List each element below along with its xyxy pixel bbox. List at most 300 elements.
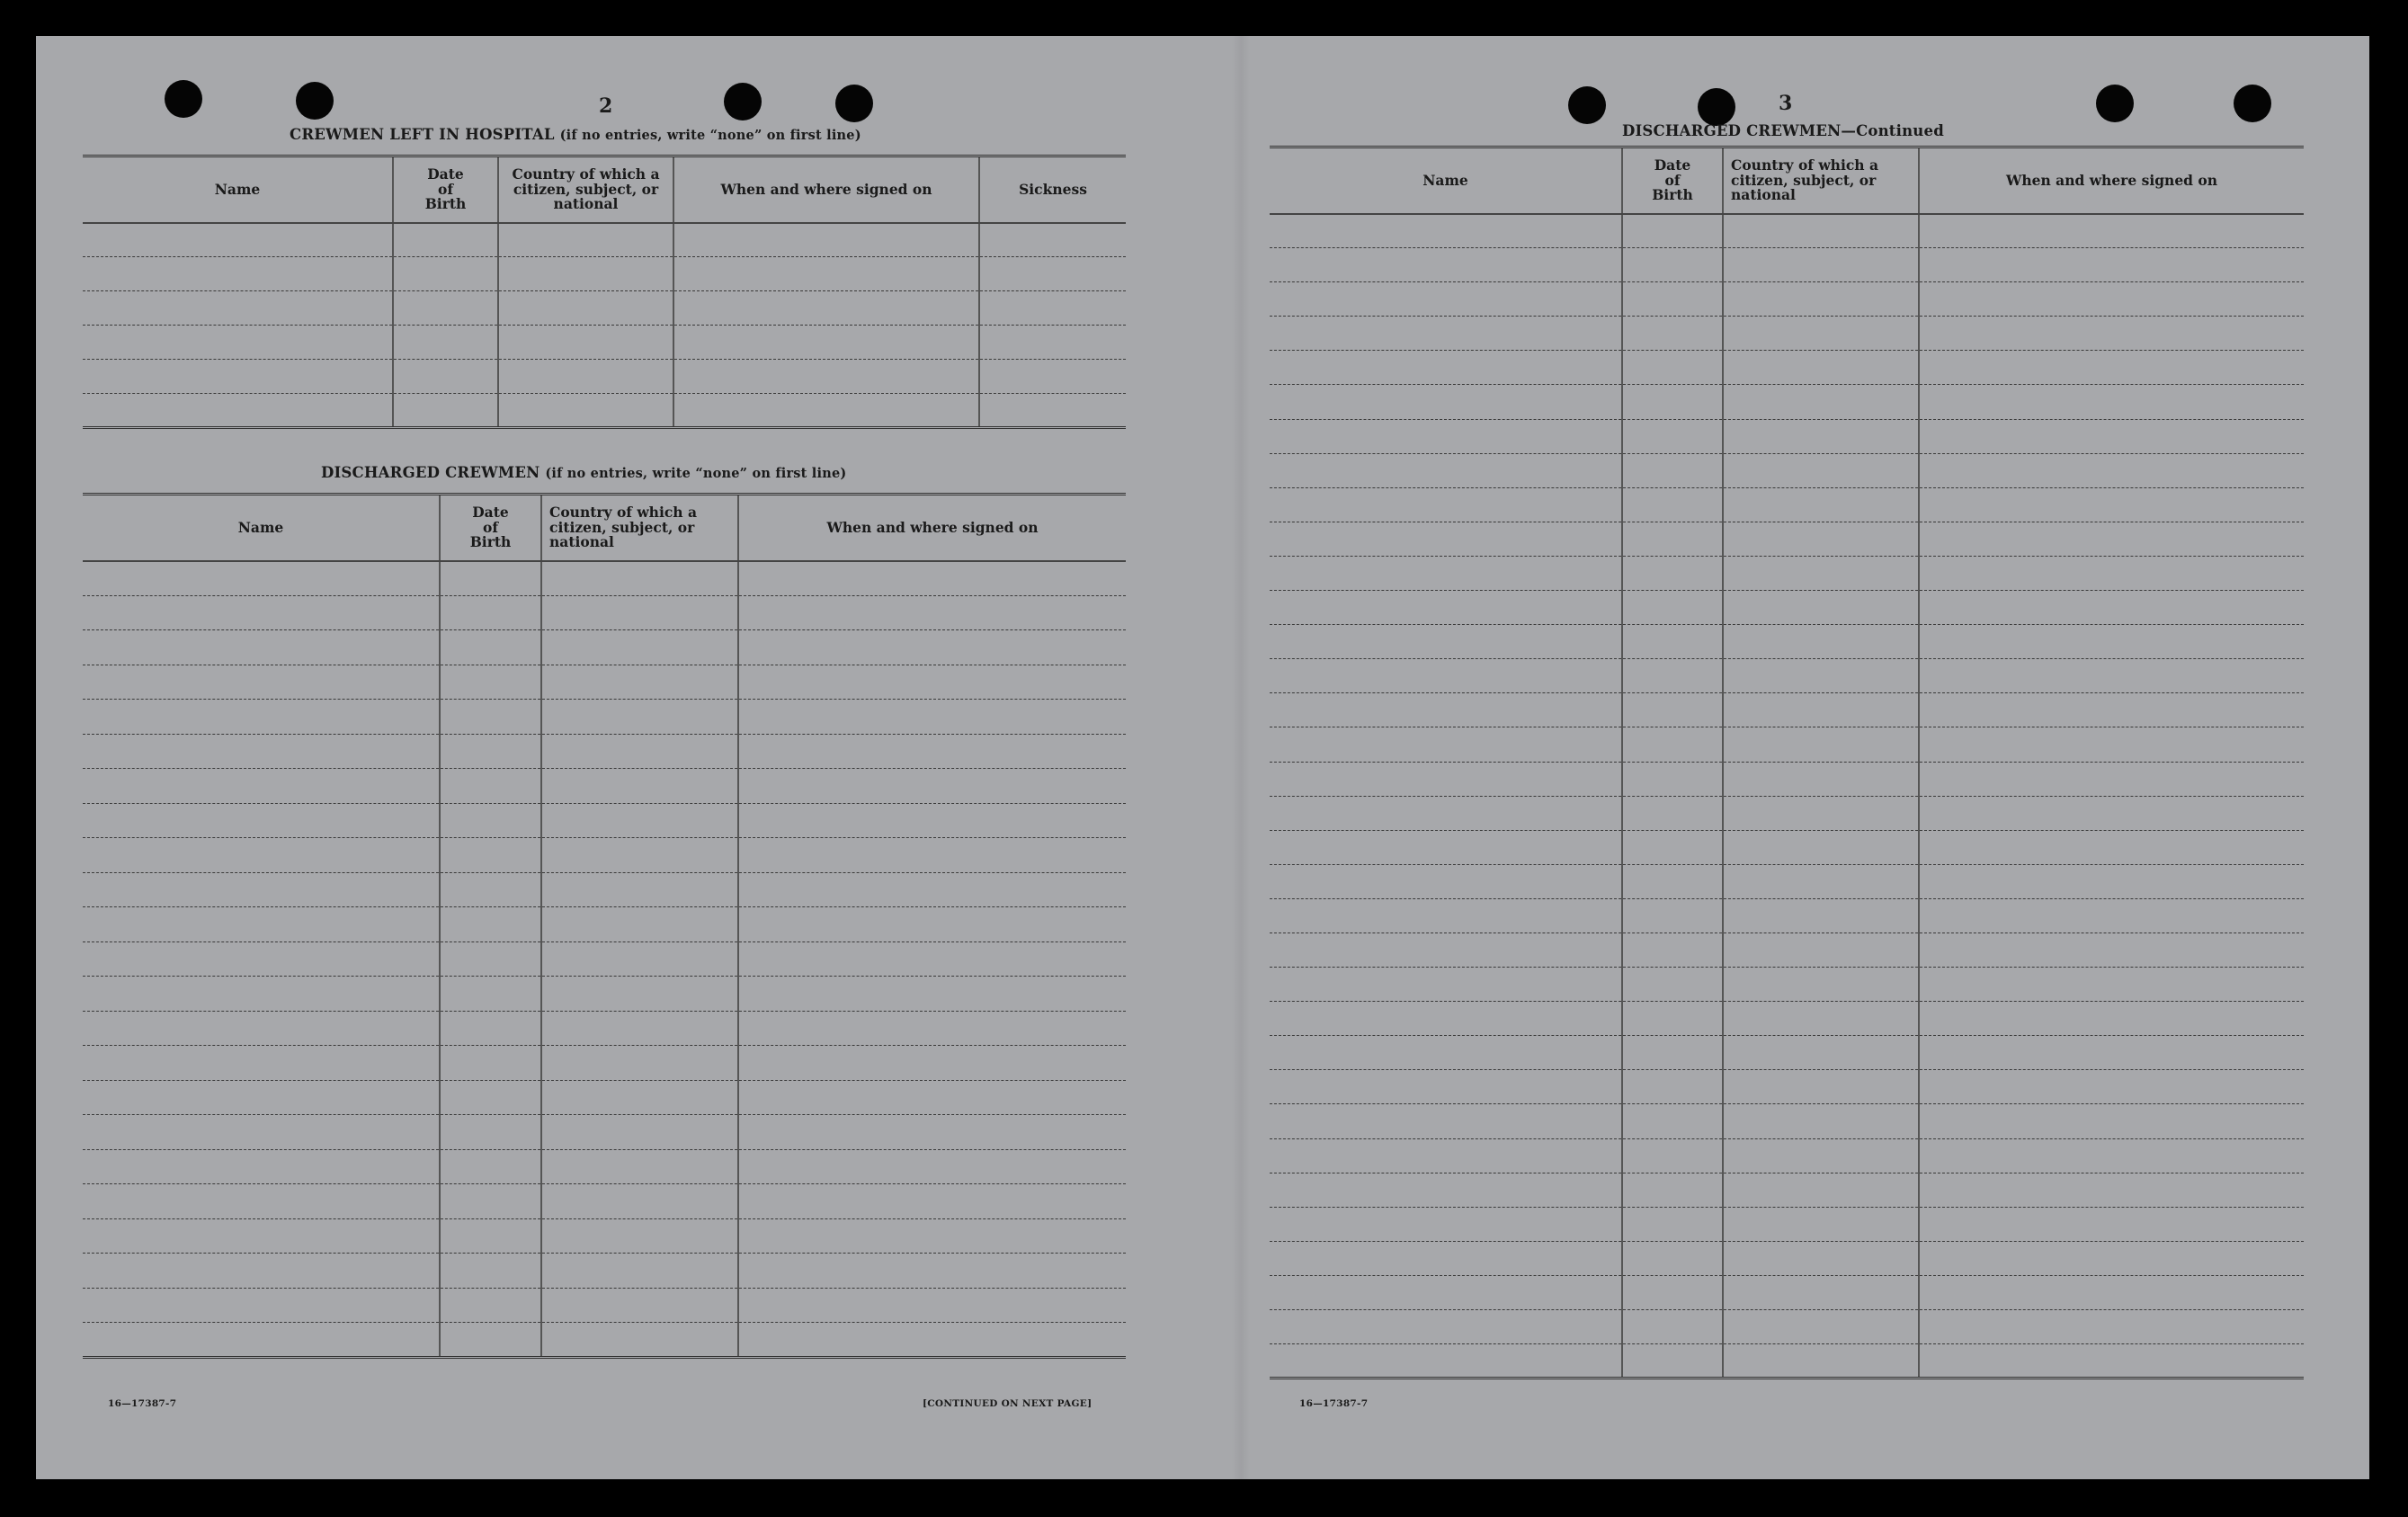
col-sickness: Sickness: [979, 156, 1126, 223]
col-signed-on: When and where signed on: [1919, 147, 2304, 214]
blank-cell: [1723, 898, 1919, 933]
blank-cell: [541, 734, 738, 769]
blank-cell: [1622, 1002, 1723, 1036]
blank-cell: [1723, 1104, 1919, 1138]
col-country: [498, 156, 673, 223]
blank-cell: [1919, 1207, 2304, 1241]
col-dob-line: of: [482, 518, 498, 536]
blank-cell: [1622, 1310, 1723, 1344]
col-country-line: national: [1731, 185, 1796, 203]
table-row: [83, 734, 1126, 769]
blank-cell: [1723, 796, 1919, 830]
blank-cell: [1919, 248, 2304, 282]
blank-cell: [440, 665, 541, 700]
col-dob-line: Date: [1654, 156, 1691, 174]
blank-cell: [1270, 1070, 1622, 1104]
blank-cell: [83, 1115, 440, 1150]
blank-cell: [1919, 830, 2304, 864]
blank-cell: [1723, 659, 1919, 693]
blank-cell: [1270, 830, 1622, 864]
col-dob-line: of: [1664, 171, 1681, 189]
blank-cell: [979, 326, 1126, 360]
blank-cell: [1622, 933, 1723, 967]
blank-cell: [1919, 1241, 2304, 1275]
blank-cell: [83, 734, 440, 769]
blank-cell: [1622, 625, 1723, 659]
table-row: [83, 257, 1126, 291]
blank-cell: [83, 838, 440, 873]
blank-cell: [1270, 1344, 1622, 1379]
table-row: [1270, 351, 2304, 385]
blank-cell: [83, 665, 440, 700]
blank-cell: [738, 665, 1126, 700]
col-country-line: Country of which a: [512, 165, 660, 183]
blank-cell: [83, 360, 393, 394]
blank-cell: [979, 394, 1126, 428]
table-row: [1270, 282, 2304, 317]
hospital-title-note: (if no entries, write “none” on first line): [559, 128, 861, 143]
blank-cell: [440, 1218, 541, 1254]
blank-cell: [1622, 796, 1723, 830]
blank-cell: [541, 665, 738, 700]
table-row: [1270, 1344, 2304, 1379]
blank-cell: [738, 907, 1126, 942]
blank-cell: [541, 700, 738, 735]
blank-cell: [1919, 282, 2304, 317]
table-row: [1270, 522, 2304, 556]
blank-cell: [738, 769, 1126, 804]
blank-cell: [1723, 591, 1919, 625]
blank-cell: [738, 1149, 1126, 1184]
col-dob-line: of: [437, 180, 453, 198]
page-number-right: 3: [1779, 92, 1793, 115]
blank-cell: [1723, 248, 1919, 282]
blank-cell: [440, 700, 541, 735]
table-row: [1270, 214, 2304, 248]
blank-cell: [979, 257, 1126, 291]
col-signed-on: When and where signed on: [673, 156, 979, 223]
blank-cell: [83, 291, 393, 326]
blank-cell: [1723, 282, 1919, 317]
blank-cell: [1622, 864, 1723, 898]
blank-cell: [440, 1288, 541, 1323]
blank-cell: [738, 1323, 1126, 1358]
blank-cell: [1723, 1207, 1919, 1241]
blank-cell: [83, 1080, 440, 1115]
blank-cell: [440, 630, 541, 665]
blank-cell: [1622, 1344, 1723, 1379]
blank-cell: [1270, 693, 1622, 727]
blank-cell: [1622, 591, 1723, 625]
blank-cell: [1723, 453, 1919, 487]
blank-cell: [1919, 385, 2304, 419]
table-row: [83, 1046, 1126, 1081]
table-row: [1270, 1207, 2304, 1241]
blank-cell: [83, 769, 440, 804]
blank-cell: [83, 394, 393, 428]
blank-cell: [738, 838, 1126, 873]
col-country: [541, 495, 738, 561]
blank-cell: [1919, 727, 2304, 762]
blank-cell: [1270, 968, 1622, 1002]
blank-cell: [1723, 351, 1919, 385]
blank-cell: [83, 1323, 440, 1358]
blank-cell: [1723, 1173, 1919, 1207]
col-date-of-birth: [440, 495, 541, 561]
blank-cell: [440, 769, 541, 804]
blank-cell: [1919, 453, 2304, 487]
table-row: [1270, 1310, 2304, 1344]
punch-hole: [2234, 85, 2271, 122]
blank-cell: [1723, 1344, 1919, 1379]
blank-cell: [1723, 1275, 1919, 1309]
col-country-line: citizen, subject, or: [513, 180, 659, 198]
discharged-title-text: DISCHARGED CREWMEN: [321, 464, 540, 481]
blank-cell: [541, 1080, 738, 1115]
document-sheet: [36, 36, 2369, 1479]
blank-cell: [1919, 1275, 2304, 1309]
blank-cell: [1270, 556, 1622, 590]
blank-cell: [440, 734, 541, 769]
blank-cell: [83, 326, 393, 360]
blank-cell: [1723, 487, 1919, 522]
table-row: [83, 941, 1126, 977]
continued-note: [CONTINUED ON NEXT PAGE]: [923, 1398, 1093, 1409]
form-number-left: 16—17387-7: [108, 1398, 177, 1409]
table-row: [1270, 898, 2304, 933]
blank-cell: [541, 561, 738, 596]
table-row: [1270, 1104, 2304, 1138]
blank-cell: [1919, 659, 2304, 693]
blank-cell: [1622, 419, 1723, 453]
table-row: [83, 1115, 1126, 1150]
blank-cell: [1270, 1241, 1622, 1275]
discharged-continued-title: DISCHARGED CREWMEN—Continued: [1622, 122, 1944, 139]
blank-cell: [541, 1011, 738, 1046]
discharged-table-left: [83, 493, 1126, 1359]
table-row: [83, 1149, 1126, 1184]
blank-cell: [440, 561, 541, 596]
table-row: [83, 769, 1126, 804]
blank-cell: [440, 941, 541, 977]
blank-cell: [541, 803, 738, 838]
blank-cell: [738, 1218, 1126, 1254]
blank-cell: [440, 907, 541, 942]
table-row: [1270, 762, 2304, 796]
col-country-line: Country of which a: [1731, 156, 1878, 174]
blank-cell: [1270, 1104, 1622, 1138]
discharged-table-right: [1270, 146, 2304, 1379]
col-signed-on: When and where signed on: [738, 495, 1126, 561]
blank-cell: [1270, 1275, 1622, 1309]
blank-cell: [1723, 385, 1919, 419]
table-row: [1270, 1070, 2304, 1104]
blank-cell: [83, 1011, 440, 1046]
table-row: [1270, 1275, 2304, 1309]
blank-cell: [1622, 385, 1723, 419]
col-name: Name: [83, 156, 393, 223]
blank-cell: [1723, 317, 1919, 351]
blank-cell: [440, 1011, 541, 1046]
col-dob-line: Birth: [469, 532, 512, 550]
blank-cell: [440, 595, 541, 630]
table-row: [1270, 591, 2304, 625]
blank-cell: [440, 1046, 541, 1081]
blank-cell: [1622, 556, 1723, 590]
blank-cell: [440, 803, 541, 838]
table-row: [83, 360, 1126, 394]
blank-cell: [83, 1288, 440, 1323]
blank-cell: [83, 561, 440, 596]
blank-cell: [1919, 522, 2304, 556]
table-row: [83, 223, 1126, 257]
blank-cell: [1919, 591, 2304, 625]
blank-cell: [1723, 762, 1919, 796]
col-country-line: national: [549, 532, 614, 550]
blank-cell: [738, 1046, 1126, 1081]
blank-cell: [541, 1149, 738, 1184]
blank-cell: [1270, 487, 1622, 522]
blank-cell: [1622, 1241, 1723, 1275]
punch-hole: [296, 82, 334, 120]
blank-cell: [393, 394, 498, 428]
blank-cell: [1270, 317, 1622, 351]
blank-cell: [498, 223, 673, 257]
blank-cell: [979, 360, 1126, 394]
blank-cell: [1723, 419, 1919, 453]
table-row: [1270, 864, 2304, 898]
blank-cell: [83, 907, 440, 942]
blank-cell: [83, 977, 440, 1012]
punch-hole: [1568, 86, 1606, 124]
blank-cell: [1919, 317, 2304, 351]
blank-cell: [1270, 419, 1622, 453]
blank-cell: [1723, 864, 1919, 898]
blank-cell: [1622, 830, 1723, 864]
table-row: [83, 977, 1126, 1012]
col-date-of-birth: [393, 156, 498, 223]
blank-cell: [1622, 351, 1723, 385]
col-dob-line: Birth: [1652, 185, 1693, 203]
blank-cell: [1919, 864, 2304, 898]
blank-cell: [1622, 1173, 1723, 1207]
table-row: [1270, 385, 2304, 419]
punch-hole: [724, 83, 762, 120]
table-row: [83, 1184, 1126, 1219]
hospital-section-title: [290, 126, 861, 143]
form-number-right: 16—17387-7: [1299, 1398, 1369, 1409]
table-row: [1270, 968, 2304, 1002]
table-row: [1270, 556, 2304, 590]
table-row: [83, 872, 1126, 907]
blank-cell: [1622, 453, 1723, 487]
blank-cell: [83, 1254, 440, 1289]
blank-cell: [393, 326, 498, 360]
blank-cell: [541, 630, 738, 665]
blank-cell: [1919, 693, 2304, 727]
hospital-title-text: CREWMEN LEFT IN HOSPITAL: [290, 126, 555, 143]
blank-cell: [1622, 968, 1723, 1002]
blank-cell: [738, 1184, 1126, 1219]
blank-cell: [738, 1254, 1126, 1289]
discharged-rows-left: [83, 561, 1126, 1358]
blank-cell: [1622, 1207, 1723, 1241]
blank-cell: [1723, 968, 1919, 1002]
blank-cell: [1919, 1344, 2304, 1379]
blank-cell: [440, 1115, 541, 1150]
blank-cell: [1270, 796, 1622, 830]
blank-cell: [1622, 659, 1723, 693]
blank-cell: [83, 872, 440, 907]
blank-cell: [83, 941, 440, 977]
table-row: [83, 630, 1126, 665]
table-row: [1270, 1002, 2304, 1036]
col-country-line: citizen, subject, or: [1731, 171, 1877, 189]
table-row: [1270, 727, 2304, 762]
blank-cell: [738, 803, 1126, 838]
blank-cell: [440, 1254, 541, 1289]
table-row: [1270, 1138, 2304, 1173]
blank-cell: [1270, 1138, 1622, 1173]
table-row: [83, 700, 1126, 735]
blank-cell: [498, 257, 673, 291]
table-row: [83, 907, 1126, 942]
blank-cell: [1723, 727, 1919, 762]
blank-cell: [979, 223, 1126, 257]
blank-cell: [738, 872, 1126, 907]
blank-cell: [1622, 522, 1723, 556]
blank-cell: [738, 595, 1126, 630]
blank-cell: [541, 1323, 738, 1358]
blank-cell: [541, 1254, 738, 1289]
blank-cell: [393, 291, 498, 326]
blank-cell: [673, 223, 979, 257]
blank-cell: [1919, 1173, 2304, 1207]
blank-cell: [1919, 351, 2304, 385]
blank-cell: [541, 1184, 738, 1219]
table-row: [83, 1288, 1126, 1323]
blank-cell: [541, 595, 738, 630]
hospital-table: [83, 155, 1126, 429]
blank-cell: [1919, 1104, 2304, 1138]
blank-cell: [1919, 1138, 2304, 1173]
punch-hole: [165, 80, 202, 118]
blank-cell: [541, 1115, 738, 1150]
blank-cell: [393, 360, 498, 394]
blank-cell: [1919, 1002, 2304, 1036]
blank-cell: [1919, 1310, 2304, 1344]
discharged-title-note: (if no entries, write “none” on first line): [545, 466, 847, 481]
blank-cell: [83, 223, 393, 257]
blank-cell: [541, 872, 738, 907]
blank-cell: [1919, 898, 2304, 933]
blank-cell: [1723, 1310, 1919, 1344]
blank-cell: [1270, 248, 1622, 282]
discharged-section-title: [321, 464, 846, 481]
blank-cell: [1270, 282, 1622, 317]
blank-cell: [498, 360, 673, 394]
col-dob-line: Date: [472, 504, 509, 522]
table-row: [83, 665, 1126, 700]
table-row: [83, 1011, 1126, 1046]
blank-cell: [541, 769, 738, 804]
col-dob-line: Birth: [424, 194, 467, 212]
page-gutter: [1232, 36, 1250, 1479]
table-row: [83, 1218, 1126, 1254]
blank-cell: [738, 630, 1126, 665]
table-row: [1270, 419, 2304, 453]
blank-cell: [1622, 1104, 1723, 1138]
table-row: [83, 326, 1126, 360]
blank-cell: [1270, 1207, 1622, 1241]
table-row: [1270, 1173, 2304, 1207]
blank-cell: [1270, 898, 1622, 933]
blank-cell: [673, 394, 979, 428]
blank-cell: [738, 734, 1126, 769]
blank-cell: [83, 1184, 440, 1219]
blank-cell: [541, 977, 738, 1012]
blank-cell: [673, 291, 979, 326]
blank-cell: [1723, 1036, 1919, 1070]
blank-cell: [979, 291, 1126, 326]
table-row: [83, 1323, 1126, 1358]
blank-cell: [738, 977, 1126, 1012]
table-row: [1270, 659, 2304, 693]
blank-cell: [1270, 522, 1622, 556]
blank-cell: [1723, 522, 1919, 556]
blank-cell: [1723, 1070, 1919, 1104]
blank-cell: [1622, 1036, 1723, 1070]
blank-cell: [498, 394, 673, 428]
blank-cell: [1919, 625, 2304, 659]
table-row: [1270, 487, 2304, 522]
punch-hole: [2096, 85, 2134, 122]
blank-cell: [1270, 625, 1622, 659]
table-row: [1270, 796, 2304, 830]
blank-cell: [1270, 453, 1622, 487]
blank-cell: [1270, 591, 1622, 625]
table-row: [1270, 693, 2304, 727]
table-row: [1270, 317, 2304, 351]
blank-cell: [440, 1184, 541, 1219]
blank-cell: [738, 1115, 1126, 1150]
punch-hole: [1698, 88, 1735, 126]
blank-cell: [1622, 248, 1723, 282]
blank-cell: [1723, 933, 1919, 967]
blank-cell: [541, 1288, 738, 1323]
blank-cell: [1723, 556, 1919, 590]
table-row: [83, 1080, 1126, 1115]
blank-cell: [498, 326, 673, 360]
blank-cell: [1723, 1138, 1919, 1173]
table-row: [1270, 453, 2304, 487]
table-row: [1270, 830, 2304, 864]
table-row: [83, 561, 1126, 596]
blank-cell: [1723, 214, 1919, 248]
blank-cell: [498, 291, 673, 326]
blank-cell: [541, 1218, 738, 1254]
table-row: [1270, 1036, 2304, 1070]
blank-cell: [1270, 864, 1622, 898]
blank-cell: [1723, 1002, 1919, 1036]
blank-cell: [541, 838, 738, 873]
blank-cell: [83, 595, 440, 630]
hospital-rows: [83, 223, 1126, 428]
table-row: [1270, 933, 2304, 967]
table-row: [1270, 1241, 2304, 1275]
blank-cell: [1622, 317, 1723, 351]
blank-cell: [83, 1046, 440, 1081]
